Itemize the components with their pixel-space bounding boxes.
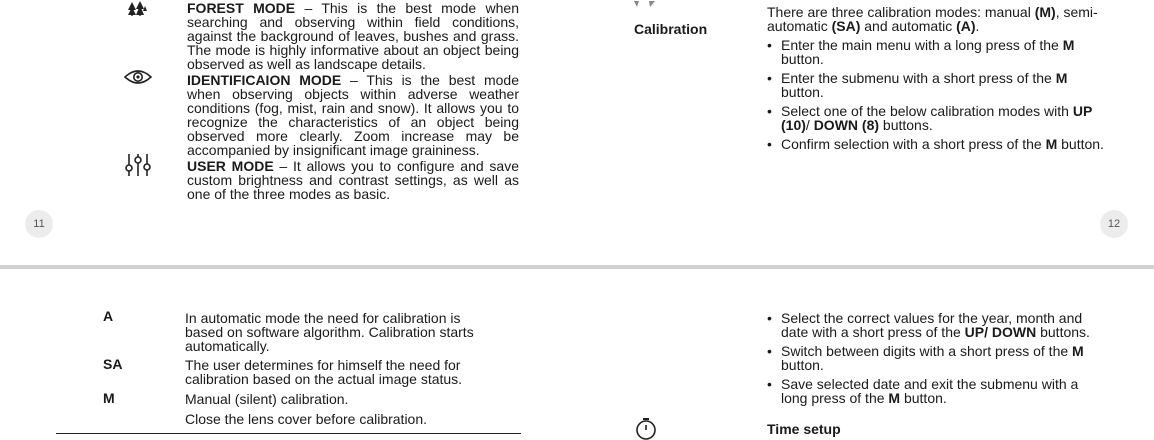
page-number-left: 11 [25, 210, 53, 238]
step-key: DOWN (8) [813, 117, 880, 133]
calib-mode-code-m: M [103, 390, 115, 406]
user-mode-description: – It allows you to configure and save custom brightness and contrast settings, as well as one of the three modes as basic. [187, 158, 520, 202]
step-text: button. [781, 84, 824, 100]
step-text: Select one of the below calibration modes with [781, 103, 1073, 119]
identification-mode-text [187, 73, 519, 157]
intro-semi-auto: (SA) [831, 18, 861, 34]
user-mode-name: USER MODE [187, 158, 274, 174]
identification-mode-description: – This is the best mode when observing objects within adverse weather conditions (fog, mist, rain and snow). It allows you to recognize the characteristics of an object being observed more clearly. Zoom increase may be accompanied by insignificant image graininess. [187, 72, 519, 158]
forest-icon [128, 1, 148, 16]
step-text: button. [1057, 136, 1104, 152]
step-text: buttons. [1036, 324, 1090, 340]
calibration-arrows-icon [633, 0, 657, 9]
stopwatch-icon [634, 417, 658, 440]
step-key: M [1055, 70, 1068, 86]
step-text: button. [781, 357, 824, 373]
page-divider [0, 265, 1154, 269]
forest-mode-name: FOREST MODE [187, 0, 296, 16]
calib-mode-code-a: A [103, 308, 114, 324]
step-text: Select the correct values for the year, month and date with a short press of the [781, 310, 1083, 340]
identification-mode-name: IDENTIFICAION MODE [187, 72, 342, 88]
calibration-label: Calibration [634, 21, 708, 37]
step-text: button. [900, 390, 947, 406]
step-key: UP (10) [781, 103, 1093, 133]
intro-part: and automatic [860, 18, 957, 34]
step-text: Switch between digits with a short press of the [781, 343, 1073, 359]
list-item [767, 377, 1107, 405]
step-text: Enter the submenu with a short press of the [781, 70, 1056, 86]
intro-part: , semi-automatic [767, 4, 1098, 34]
list-item [767, 137, 1107, 151]
step-text: button. [781, 51, 824, 67]
step-key: M [1072, 343, 1084, 359]
list-item [767, 311, 1107, 339]
forest-mode-description: – This is the best mode when searching and observing within field conditions, against the background of leaves, bushes and grass. The mode is highly informative about an object being observed as well as landscape details. [187, 0, 520, 72]
step-text: Save selected date and exit the submenu with a long press of the [781, 376, 1079, 406]
calibration-steps-list [767, 38, 1107, 156]
intro-auto: (A) [956, 18, 976, 34]
date-steps-list [767, 311, 1107, 410]
step-text: Enter the main menu with a long press of the [781, 37, 1063, 53]
step-text: buttons. [879, 117, 933, 133]
list-item [767, 104, 1107, 132]
calib-mode-desc-m: Manual (silent) calibration. [185, 391, 349, 407]
sliders-icon [125, 153, 151, 177]
eye-icon [124, 68, 152, 86]
list-item [767, 71, 1107, 99]
calib-mode-desc-a: In automatic mode the need for calibration is based on software algorithm. Calibration starts automatically. [185, 310, 474, 354]
step-key: M [1045, 136, 1058, 152]
calib-mode-code-sa: SA [103, 356, 123, 372]
step-key: UP/ DOWN [964, 324, 1037, 340]
calib-mode-desc-sa: The user determines for himself the need for calibration based on the actual image status. [185, 357, 463, 387]
lens-cover-note: Close the lens cover before calibration. [185, 411, 428, 427]
step-text: / [805, 117, 814, 133]
list-item [767, 344, 1107, 372]
step-text: Confirm selection with a short press of the [781, 136, 1046, 152]
step-key: M [1062, 37, 1075, 53]
intro-manual: (M) [1034, 4, 1056, 20]
table-rule [56, 433, 521, 434]
calibration-intro [767, 5, 1107, 33]
page-number-right: 12 [1100, 210, 1128, 238]
list-item [767, 38, 1107, 66]
intro-part: There are three calibration modes: manual [767, 4, 1035, 20]
time-setup-heading: Time setup [767, 421, 841, 437]
step-key: M [888, 390, 901, 406]
intro-part: . [975, 18, 980, 34]
user-mode-text [187, 159, 519, 201]
forest-mode-text [187, 1, 519, 71]
